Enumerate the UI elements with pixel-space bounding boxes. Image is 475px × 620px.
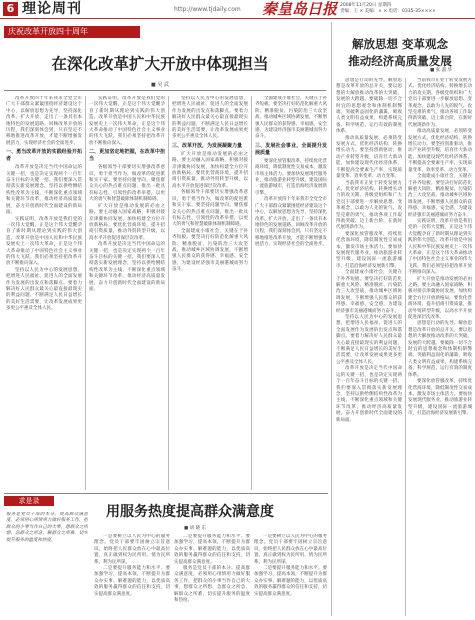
paragraph: 扩大开放是推动发展的必由之路。要主动融入国家战略，积极对接京津冀协同发展，加快构建全方位开放新格局。要优化营商环境，提升招商引资质量，推动外贸转型升级，以高水平开放促进深层次改革。	[89, 203, 165, 241]
title-divider	[4, 90, 326, 91]
page-number: 6	[3, 2, 18, 16]
right-title-line2: 推动经济高质量发展	[348, 54, 452, 68]
bottom-column-2	[174, 534, 250, 616]
paragraph: 二是要提升服务能力和水平。要加强学习，提高本领，不断提升为群众办实事、解难题的能力，以优质高效的服务赢得群众的信任和支持，切实提高群众满意度。	[94, 566, 170, 597]
section-divider	[331, 22, 332, 616]
paragraph: 当前我市正处于转变发展方式、优化经济结构、转换增长动力的攻关期。各级党组织和广大党员干部要进一步解放思想、变革观念，以敢为人先的锐气、攻坚克难的勇气，推动各项工作取得新突破、迈上新台阶，在新时代展现新作为。	[408, 78, 472, 128]
text-column-4	[255, 96, 327, 492]
paragraph: 二是要提升服务能力和水平。要加强学习，提高本领，不断提升为群众办实事、解难题的能力，以优质高效的服务赢得群众的信任和支持，切实提高群众满意度。	[174, 534, 250, 565]
paragraph: 思想是行动的先导。解放思想是改革开放的总开关，要以思想的大解放推动改革的大突破、发展的大跨越。要破除一切不合时宜的思想观念和体制机制弊端，突破利益固化的藩篱，吸收人类文明有益成果，构建系统完备、科学规范、运行有效的制度体系。	[408, 321, 472, 378]
paragraph: 一是要树立以人民为中心的服务理念。党员干部要牢固树立宗旨意识，始终把人民群众放在心中最高位置，真正做到权为民所用、情为民所系、利为民所谋。	[94, 534, 170, 565]
right-column-2	[408, 78, 472, 616]
masthead	[0, 0, 475, 19]
paragraph: 改革开放四十年来我市全党全市广大干部群众紧紧围绕经济建设这个中心，以解放思想为先导，坚持深化改革、扩大开放，走出了一条具有本地特色的发展道路。回顾改革开放的历程，我们深刻体会到，只有坚定不移地推进改革开放，才能不断增强发展活力，实现经济社会的全面进步。	[255, 197, 327, 248]
paragraph: 全面建成小康社会，关键在于补齐短板。要坚决打好防范化解重大风险、精准脱贫、污染防治三大攻坚战，推动城乡区域协调发展，不断增强人民群众的获得感、幸福感、安全感，为建设经济强市美丽港城而努力奋斗。	[336, 270, 402, 314]
paragraph: 全面建成小康社会，关键在于补齐短板。要坚决打好防范化解重大风险、精准脱贫、污染防治三大攻坚战，推动城乡区域协调发展，不断增强人民群众的获得感、幸福感、安全感，为建设经济强市美丽港城而努力奋斗。	[172, 228, 248, 273]
bottom-intro: 服务是党员干部的本分。提高群众满意度，必须用心用情用力做好服务工作，把群众的小事当作自己的大事，想群众之所想、急群众之所急、解群众之所难，切实提升服务的温度和热度。	[6, 512, 88, 543]
paragraph: 改革开放是决定当代中国命运的关键一招，也是决定实现两个一百年奋斗目标的关键一招。我们要深入贯彻落实新发展理念，坚持以供给侧结构性改革为主线，不断深化重点领域和关键环节改革，推动经济高质量发展，奋力开创新时代全面建设的新局面。	[336, 366, 402, 423]
right-title-line1: 解放思想 变革观念	[351, 37, 448, 51]
paragraph: 服务是党员干部的本分。提高群众满意度，必须用心用情用力做好服务工作，把群众的小事当作自己的大事，想群众之所想、急群众之所急、解群众之所难，切实提升服务的温度和热度。	[174, 566, 250, 604]
bottom-article-title: 用服务热度提高群众满意度	[106, 504, 274, 520]
paragraph: 实践证明，改革开放是我们党的一次伟大觉醒，正是这个伟大觉醒孕育了新时期从理论到实践的伟大创造。改革开放是中国人民和中华民族发展史上一次伟大革命，正是这个伟大革命推动了中国特色社会主义事业的伟大飞跃。我们必须坚持把改革开放不断推向深入。	[89, 96, 165, 146]
newspaper-logo: 秦皇岛日报	[262, 0, 338, 18]
paragraph: 思想是行动的先导。解放思想是改革开放的总开关，要以思想的大解放推动改革的大突破、发展的大跨越。要破除一切不合时宜的思想观念和体制机制弊端，突破利益固化的藩篱，吸收人类文明有益成果，构建系统完备、科学规范、运行有效的制度体系。	[336, 78, 402, 135]
paragraph: 推动高质量发展，必须转变发展方式、优化经济结构、转换增长动力。要坚持创新驱动，推动产业转型升级，培育壮大新动能，加快建设现代化经济体系，不断提高全要素生产率，实现质量变革、效率变革、动力变革。	[336, 135, 402, 180]
anniversary-banner: 庆祝改革开放四十周年	[4, 26, 140, 38]
subheading: 三、改革开放，为发展凝聚力量	[172, 142, 243, 149]
text-column-2	[89, 96, 165, 492]
editor-info: 责编：王 × 美编：× × 电话：0335-35××××	[340, 8, 436, 14]
paragraph: 扩大开放是推动发展的必由之路。要主动融入国家战略，积极对接京津冀协同发展，加快构建全方位开放新格局。要优化营商环境，提升招商引资质量，推动外贸转型升级，以高水平开放促进深层次改革。	[408, 276, 472, 321]
date-block	[340, 3, 472, 14]
section-title: 理论周刊	[22, 1, 82, 17]
right-article-author: ■ 张 淑 华	[430, 68, 453, 73]
paragraph: 改革开放是决定当代中国命运的关键一招，也是决定实现两个一百年奋斗目标的关键一招。我们要深入贯彻落实新发展理念，坚持以供给侧结构性改革为主线，不断深化重点领域和关键环节改革，推动经济高质量发展，奋力开创新时代全面建设的新局面。	[6, 165, 82, 216]
subheading: 二、更加坚定地把握，在改革中担当	[89, 149, 165, 163]
bottom-banner: 求是录	[4, 496, 54, 506]
main-article-title: 在深化改革扩大开放中体现担当	[51, 55, 269, 73]
paragraph: 坚持以人民为中心的发展思想，把增进人民福祉、促进人的全面发展作为发展的出发点和落脚点。要着力解决好人民群众最关心最直接最现实的利益问题，不断满足人民日益增长的美好生活需要，让改革发展成果更多更公平惠及全体人民。	[172, 96, 248, 140]
paragraph: 改革开放四十年来我市全党全市广大干部群众紧紧围绕经济建设这个中心，以解放思想为先导，坚持深化改革、扩大开放，走出了一条具有本地特色的发展道路。回顾改革开放的历程，我们深刻体会到，只有坚定不移地推进改革开放，才能不断增强发展活力，实现经济社会的全面进步。	[6, 96, 82, 146]
main-article-author: ■ 吴 武	[151, 82, 169, 88]
paragraph: 推动高质量发展，必须转变发展方式、优化经济结构、转换增长动力。要坚持创新驱动，推动产业转型升级，培育壮大新动能，加快建设现代化经济体系，不断提高全要素生产率，实现质量变革、效率变革、动力变革。	[408, 129, 472, 173]
column-divider	[405, 78, 406, 616]
paragraph: 要深化放管服改革，持续优化营商环境，降低制度性交易成本，激发市场主体活力。要加快发展现代服务业，推动旅游业转型升级，建设国际一流旅游城市，打造沿海经济发展新引擎。	[408, 379, 472, 417]
column-divider	[251, 96, 252, 490]
bottom-divider	[4, 493, 328, 494]
right-article-title	[337, 36, 463, 70]
subheading: 三、发展社会事业，全面提升发展质量	[255, 142, 327, 156]
paragraph: 要深化放管服改革，持续优化营商环境，降低制度性交易成本，激发市场主体活力。要加快发展现代服务业，推动旅游业转型升级，建设国际一流旅游城市，打造沿海经济发展新引擎。	[255, 158, 327, 196]
bottom-article-author: ■ 胡 晓 东	[183, 526, 207, 531]
paragraph: 要深化放管服改革，持续优化营商环境，降低制度性交易成本，激发市场主体活力。要加快发展现代服务业，推动旅游业转型升级，建设国际一流旅游城市，打造沿海经济发展新引擎。	[336, 231, 402, 269]
paragraph: 全面建成小康社会，关键在于补齐短板。要坚决打好防范化解重大风险、精准脱贫、污染防治三大攻坚战，推动城乡区域协调发展，不断增强人民群众的获得感、幸福感、安全感，为建设经济强市美丽港城而努力奋斗。	[255, 96, 327, 140]
paragraph: 实践证明，改革开放是我们党的一次伟大觉醒，正是这个伟大觉醒孕育了新时期从理论到实践的伟大创造。改革开放是中国人民和中华民族发展史上一次伟大革命，正是这个伟大革命推动了中国特色社会主义事业的伟大飞跃。我们必须坚持把改革开放不断推向深入。	[408, 218, 472, 276]
subheading: 一、勇当改革开放的实践经验开拓者	[6, 149, 82, 163]
paragraph: 各级领导干部要切实增强改革意识，勇于担当作为，做改革的促进派和实干家。要坚持问题导向，聚焦群众关心的热点难点问题，推出一批具有标志性、引领性的改革举措，以更大的勇气和智慧破除体制机制障碍。	[172, 190, 248, 228]
bottom-column-3	[254, 534, 327, 616]
column-divider	[168, 96, 169, 490]
paragraph: 各级领导干部要切实增强改革意识，勇于担当作为，做改革的促进派和实干家。要坚持问题导向，聚焦群众关心的热点难点问题，推出一批具有标志性、引领性的改革举措，以更大的勇气和智慧破除体制机制障碍。	[89, 165, 165, 203]
paragraph: 实践证明，改革开放是我们党的一次伟大觉醒，正是这个伟大觉醒孕育了新时期从理论到实践的伟大创造。改革开放是中国人民和中华民族发展史上一次伟大革命，正是这个伟大革命推动了中国特色社会主义事业的伟大飞跃。我们必须坚持把改革开放不断推向深入。	[6, 216, 82, 267]
paragraph: 一是要树立以人民为中心的服务理念。党员干部要牢固树立宗旨意识，始终把人民群众放在心中最高位置，真正做到权为民所用、情为民所系、利为民所谋。	[254, 534, 327, 565]
paragraph: 坚持以人民为中心的发展思想，把增进人民福祉、促进人的全面发展作为发展的出发点和落脚点。要着力解决好人民群众最关心最直接最现实的利益问题，不断满足人民日益增长的美好生活需要，让改革发展成果更多更公平惠及全体人民。	[336, 315, 402, 365]
text-column-1	[6, 96, 82, 492]
paragraph: 当前我市正处于转变发展方式、优化经济结构、转换增长动力的攻关期。各级党组织和广大党员干部要进一步解放思想、变革观念，以敢为人先的锐气、攻坚克难的勇气，推动各项工作取得新突破、迈上新台阶，在新时代展现新作为。	[336, 180, 402, 231]
paragraph: 坚持以人民为中心的发展思想，把增进人民福祉、促进人的全面发展作为发展的出发点和落脚点。要着力解决好人民群众最关心最直接最现实的利益问题，不断满足人民日益增长的美好生活需要，让改革发展成果更多更公平惠及全体人民。	[6, 267, 82, 312]
paragraph: 改革开放是决定当代中国命运的关键一招，也是决定实现两个一百年奋斗目标的关键一招。我们要深入贯彻落实新发展理念，坚持以供给侧结构性改革为主线，不断深化重点领域和关键环节改革，推动经济高质量发展，奋力开创新时代全面建设的新局面。	[89, 242, 165, 292]
paragraph: 扩大开放是推动发展的必由之路。要主动融入国家战略，积极对接京津冀协同发展，加快构建全方位开放新格局。要优化营商环境，提升招商引资质量，推动外贸转型升级，以高水平开放促进深层次改革。	[172, 151, 248, 189]
column-divider	[85, 96, 86, 490]
paragraph: 二是要提升服务能力和水平。要加强学习，提高本领，不断提升为群众办实事、解难题的能力，以优质高效的服务赢得群众的信任和支持，切实提高群众满意度。	[254, 566, 327, 597]
text-column-3	[172, 96, 248, 492]
right-column-1	[336, 78, 402, 616]
website-url[interactable]: http://www.tjdaily.com	[174, 6, 241, 13]
paragraph: 全面建成小康社会，关键在于补齐短板。要坚决打好防范化解重大风险、精准脱贫、污染防治三大攻坚战，推动城乡区域协调发展，不断增强人民群众的获得感、幸福感、安全感，为建设经济强市美丽港城而努力奋斗。	[408, 174, 472, 218]
bottom-column-1	[94, 534, 170, 616]
issue-date: 2008年11月20日 星期四	[340, 3, 392, 8]
